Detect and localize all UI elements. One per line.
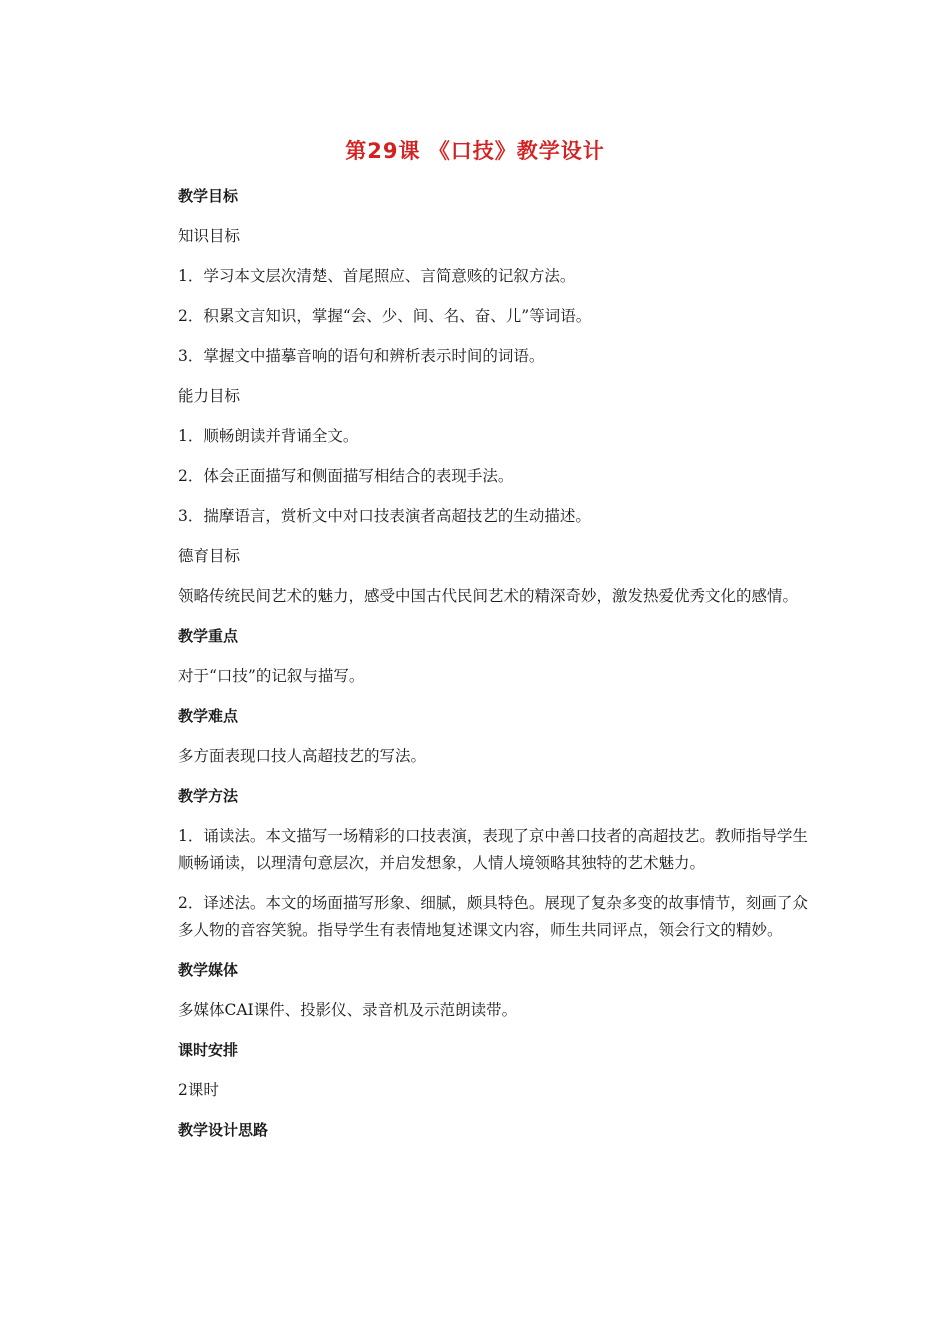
subheading-moral-goals: 德育目标 xyxy=(178,547,241,565)
key-points-text: 对于“口技”的记叙与描写。 xyxy=(178,667,365,685)
schedule-text: 2课时 xyxy=(178,1081,219,1099)
document-body xyxy=(178,183,808,1157)
media-text: 多媒体CAI课件、投影仪、录音机及示范朗读带。 xyxy=(178,1001,518,1019)
section-heading-difficulties: 教学难点 xyxy=(178,707,239,725)
section-heading-media: 教学媒体 xyxy=(178,961,239,979)
subheading-ability-goals: 能力目标 xyxy=(178,387,241,405)
knowledge-goal-3: 3．掌握文中描摹音响的语句和辨析表示时间的词语。 xyxy=(178,347,545,365)
method-1-paragraph: 1．诵读法。本文描写一场精彩的口技表演，表现了京中善口技者的高超技艺。教师指导学生顺畅诵读，以理清句意层次，并启发想象，人情人境领略其独特的艺术魅力。 xyxy=(178,827,808,872)
ability-goal-2: 2．体会正面描写和侧面描写相结合的表现手法。 xyxy=(178,467,514,485)
moral-goal-paragraph: 领略传统民间艺术的魅力，感受中国古代民间艺术的精深奇妙，激发热爱优秀文化的感情。 xyxy=(178,587,799,605)
document-title: 第29课 《口技》教学设计 xyxy=(345,139,605,163)
ability-goal-3: 3．揣摩语言，赏析文中对口技表演者高超技艺的生动描述。 xyxy=(178,507,591,525)
ability-goal-1: 1．顺畅朗读并背诵全文。 xyxy=(178,427,359,445)
knowledge-goal-1: 1．学习本文层次清楚、首尾照应、言简意赅的记叙方法。 xyxy=(178,267,576,285)
section-heading-design-ideas: 教学设计思路 xyxy=(178,1121,269,1139)
section-heading-teaching-goals: 教学目标 xyxy=(178,187,239,205)
method-2-paragraph: 2．译述法。本文的场面描写形象、细腻，颇具特色。展现了复杂多变的故事情节，刻画了众多人物的音容笑貌。指导学生有表情地复述课文内容，师生共同评点，领会行文的精妙。 xyxy=(178,894,808,939)
knowledge-goal-2: 2．积累文言知识，掌握“会、少、间、名、奋、儿”等词语。 xyxy=(178,307,592,325)
section-heading-schedule: 课时安排 xyxy=(178,1041,239,1059)
section-heading-key-points: 教学重点 xyxy=(178,627,239,645)
subheading-knowledge-goals: 知识目标 xyxy=(178,227,241,245)
section-heading-methods: 教学方法 xyxy=(178,787,239,805)
difficulties-text: 多方面表现口技人高超技艺的写法。 xyxy=(178,747,427,765)
